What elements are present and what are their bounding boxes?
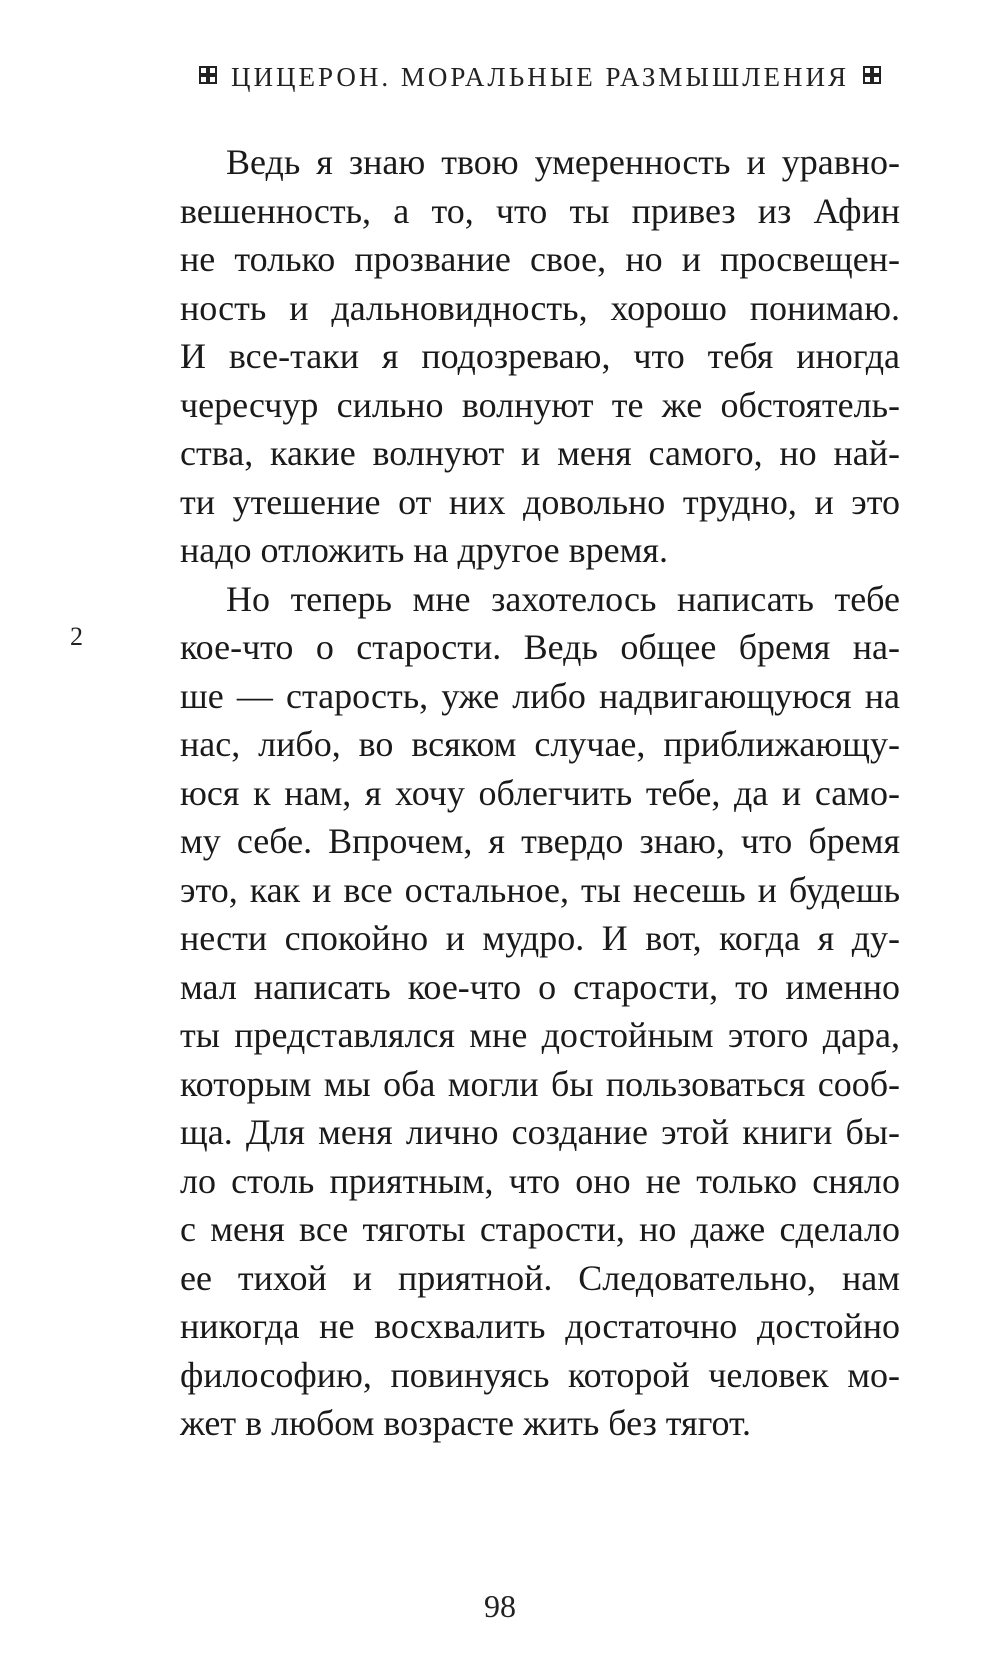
text-line: му себе. Впрочем, я твердо знаю, что бремя [180,821,900,861]
text-line: это, как и все остальное, ты несешь и будешь [180,869,900,910]
text-line: ства, какие волнуют и меня самого, но най- [180,433,900,473]
paragraph [180,575,900,1448]
text-line: ее тихой и приятной. Следовательно, нам [180,1257,900,1298]
text-line: жет в любом возрасте жить без тягот. [180,1403,752,1443]
section-marker: 2 [70,622,83,651]
running-title: ЦИЦЕРОН. МОРАЛЬНЫЕ РАЗМЫШЛЕНИЯ [230,62,850,92]
text-line: Ведь я знаю твою умеренность и уравно- [226,142,900,182]
text-line: чересчур сильно волнуют те же обстоятель- [180,384,900,425]
square-cross-ornament-icon [863,66,881,84]
page-number: 98 [484,1588,516,1624]
text-line: ты представлялся мне достойным этого дара, [180,1015,900,1055]
text-line: мал написать кое-что о старости, то именно [180,966,900,1007]
text-line: философию, повинуясь которой человек мо- [180,1354,900,1395]
text-line: Но теперь мне захотелось написать тебе [226,578,900,619]
text-line: ща. Для меня лично создание этой книги бы- [180,1112,900,1152]
text-line: ность и дальновидность, хорошо понимаю. [180,287,900,328]
text-line: кое-что о старости. Ведь общее бремя на- [180,627,900,667]
text-line: не только прозвание свое, но и просвещен- [180,239,900,279]
running-header [180,62,900,93]
text-line: с меня все тяготы старости, но даже сделало [180,1209,900,1249]
text-line: ло столь приятным, что оно не только сняло [180,1160,900,1201]
text-line: ти утешение от них довольно трудно, и это [180,481,900,522]
body-text [180,138,900,1448]
text-line: юся к нам, я хочу облегчить тебе, да и само- [180,772,900,813]
text-line: надо отложить на другое время. [180,530,668,570]
text-line: нас, либо, во всяком случае, приближающу- [180,724,900,764]
text-line: И все-таки я подозреваю, что тебя иногда [180,336,900,376]
text-line: ше — старость, уже либо надвигающуюся на [180,675,900,716]
square-cross-ornament-icon [199,66,217,84]
text-line: которым мы оба могли бы пользоваться сооб- [180,1063,900,1104]
text-line: нести спокойно и мудро. И вот, когда я ду- [180,918,900,958]
text-line: никогда не восхвалить достаточно достойно [180,1306,900,1346]
paragraph [180,138,900,575]
text-line: вешенность, а то, что ты привез из Афин [180,190,900,231]
